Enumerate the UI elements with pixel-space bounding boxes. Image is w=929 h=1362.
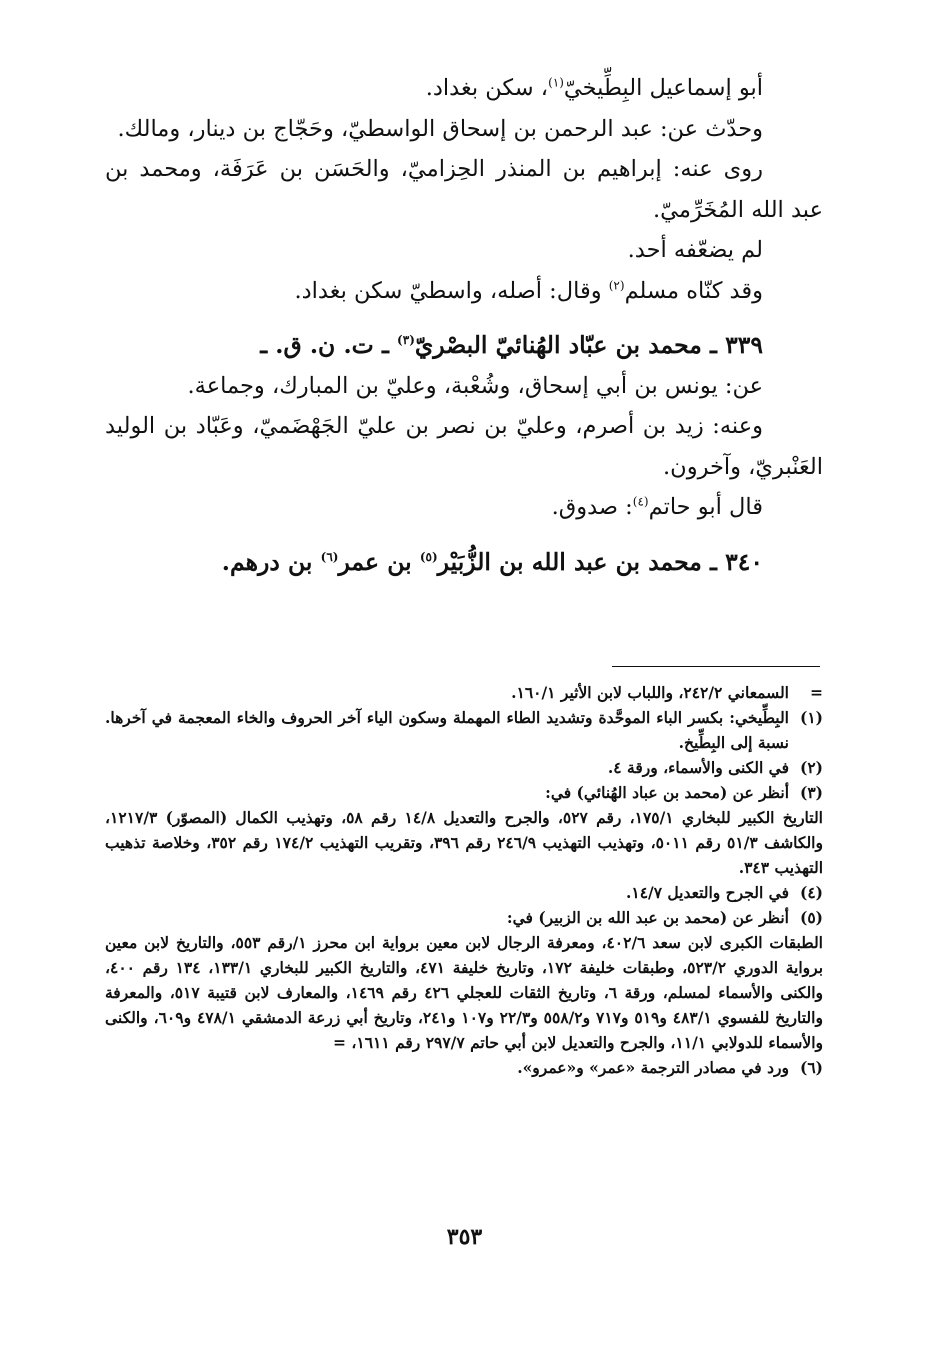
footnote-text: في الكنى والأسماء، ورقة ٤. <box>607 758 789 777</box>
text-line: وعنه: زيد بن أصرم، وعليّ بن نصر بن عليّ الجَهْضَميّ، وعَبّاد بن الوليد العَنْبريّ، وآخرون. <box>105 413 823 480</box>
footnote-ref[interactable]: (٦) <box>320 549 339 564</box>
footnote-ref[interactable]: (٢) <box>608 278 625 292</box>
text-line: قال أبو حاتم$^{(٤)}$: صدوق. <box>551 494 763 520</box>
footnote <box>105 880 823 905</box>
text-line: روى عنه: إبراهيم بن المنذر الحِزاميّ، والحَسَن بن عَرَفَة، ومحمد بن عبد الله المُخَرِّميّ. <box>105 156 823 223</box>
footnote-text: السمعاني ٢٤٢/٢، واللباب لابن الأثير ١٦٠/١. <box>511 683 789 702</box>
footnote-ref[interactable]: (١) <box>548 75 564 90</box>
footnote-mark: = <box>810 683 823 702</box>
footnote-ref[interactable]: (٥) <box>419 549 438 564</box>
footnote-mark: (٤) <box>799 883 823 902</box>
footnote <box>105 705 823 755</box>
text-line: عن: يونس بن أبي إسحاق، وشُعْبة، وعليّ بن المبارك، وجماعة. <box>187 372 763 399</box>
footnotes <box>105 680 823 1080</box>
text-line: وقد كنّاه مسلم$^{(٢)}$ وقال: أصله، واسطيّ سكن بغداد. <box>294 277 763 304</box>
footnote-text: ورد في مصادر الترجمة «عمر» و«عمرو». <box>517 1058 789 1077</box>
footnote-text: في الجرح والتعديل ١٤/٧. <box>625 883 789 902</box>
footnote-ref[interactable]: (٤) <box>632 494 649 509</box>
footnote-text: أنظر عن (محمد بن عبد الله بن الزبير) في: <box>506 908 789 927</box>
footnote-mark: (١) <box>799 708 823 727</box>
footnote-mark: (٥) <box>799 908 823 927</box>
footnote <box>105 1055 823 1080</box>
footnote-continuation: التاريخ الكبير للبخاري ١٧٥/١، رقم ٥٢٧، والجرح والتعديل ١٤/٨ رقم ٥٨، وتهذيب الكمال (المصوّر) ١٢١٧/٣، والكاشف ٥١/٣ رقم ٥٠١١، وتهذيب التهذيب ٢٤٦/٩ رقم ٣٩٦، وتقريب التهذيب ١٧٤/٢ رقم ٣٥٢، وخلاصة تذهيب التهذيب ٣٤٣. <box>105 808 823 877</box>
footnote-text: أنظر عن (محمد بن عباد الهُنائي) في: <box>545 783 789 802</box>
main-text <box>105 68 823 582</box>
footnote-ref[interactable]: (٣) <box>397 333 415 348</box>
footnote-divider <box>612 666 820 667</box>
footnote-mark: (٢) <box>799 758 823 777</box>
footnote <box>105 755 823 780</box>
page-number: ٣٥٣ <box>446 1224 483 1250</box>
footnote-mark: (٣) <box>799 783 823 802</box>
entry-heading-339: ٣٣٩ ـ محمد بن عبّاد الهُنائيّ البصْريّ$^{(٣)}$ ـ ت. ن. ق. ـ <box>260 331 763 359</box>
footnote <box>105 905 823 930</box>
footnote-continuation: الطبقات الكبرى لابن سعد ٤٠٢/٦، ومعرفة الرجال لابن معين برواية ابن محرز ١/رقم ٥٥٣، والتاريخ لابن معين برواية الدوري ٥٢٣/٢، وطبقات خليفة ١٧٢، وتاريخ خليفة ٤٧١، والتاريخ الكبير للبخاري ١٣٣/١، ١٣٤ رقم ٤٠٠، والكنى والأسماء لمسلم، ورقة ٦، وتاريخ الثقات للعجلي ٤٢٦ رقم ١٤٦٩، والمعارف لابن قتيبة ٥١٧، والمعرفة والتاريخ للفسوي ٤٨٣/١ و٥١٩ و٧١٧ و٥٥٨/٢ و٢٢/٣ و١٠٧ و٢٤١، وتاريخ أبي زرعة الدمشقي ٤٧٨/١ و٦٠٩، والكنى والأسماء للدولابي ١١/١، والجرح والتعديل لابن أبي حاتم ٢٩٧/٧ رقم ١٦١١، = <box>105 933 824 1052</box>
footnote-mark: (٦) <box>799 1058 823 1077</box>
footnote <box>105 780 823 805</box>
footnote <box>105 680 823 705</box>
text-line: أبو إسماعيل البِطِّيخيّ$^{(١)}$، سكن بغداد. <box>425 75 763 101</box>
text-line: لم يضعّفه أحد. <box>627 237 763 263</box>
entry-heading-340: ٣٤٠ ـ محمد بن عبد الله بن الزُّبَيْر$^{(٥)}$ بن عمر$^{(٦)}$ بن درهم. <box>221 547 763 576</box>
footnote-text: البِطِّيخي: بكسر الباء الموحَّدة وتشديد الطاء المهملة وسكون الياء آخر الحروف والخاء المعجمة في آخرها. نسبة إلى البِطِّيخ. <box>105 708 789 752</box>
text-line: وحدّث عن: عبد الرحمن بن إسحاق الواسطيّ، وحَجّاج بن دينار، ومالك. <box>117 115 763 142</box>
